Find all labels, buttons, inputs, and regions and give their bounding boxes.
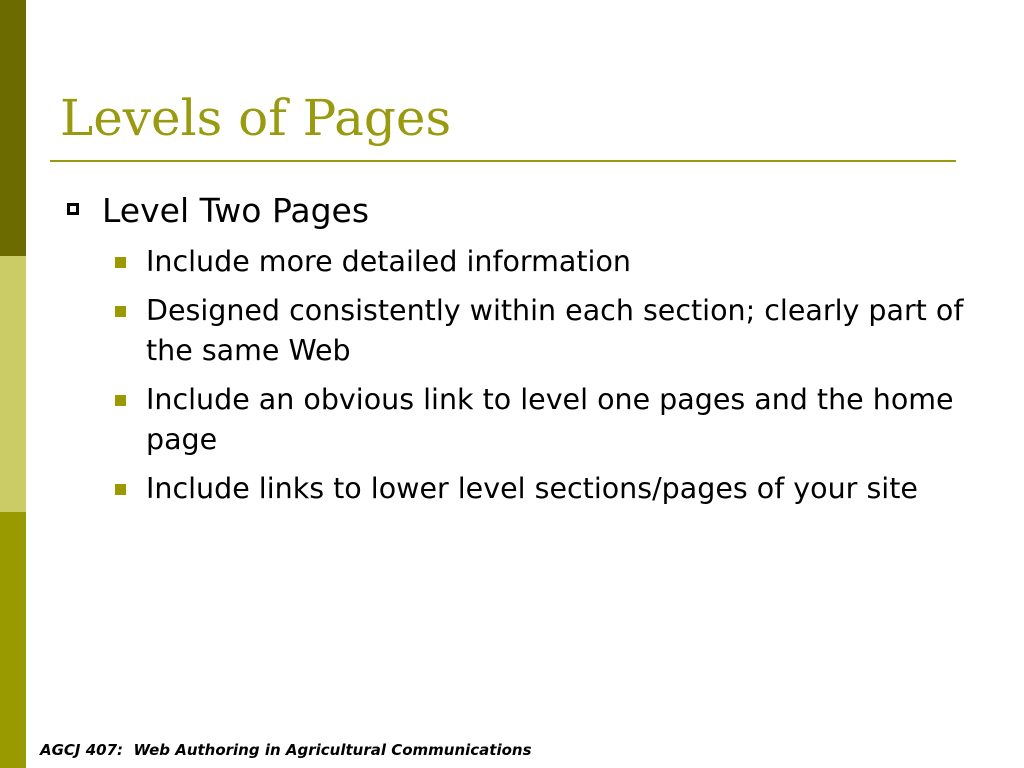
filled-square-bullet-icon <box>115 484 126 495</box>
filled-square-bullet-icon <box>115 306 126 317</box>
sidebar-segment-middle <box>0 256 26 512</box>
sub-bullet-text: Include an obvious link to level one pages and the home page <box>146 383 954 456</box>
sub-bullet-item <box>66 380 966 460</box>
sub-bullet-item <box>66 469 966 509</box>
sidebar-bar <box>0 0 26 768</box>
filled-square-bullet-icon <box>115 257 126 268</box>
sub-bullet-item <box>66 291 966 371</box>
slide-title: Levels of Pages <box>60 89 452 147</box>
filled-square-bullet-icon <box>115 395 126 406</box>
sub-bullet-list <box>66 242 966 509</box>
slide-footer: AGCJ 407: Web Authoring in Agricultural Communications <box>40 741 532 759</box>
title-underline <box>50 160 956 162</box>
sub-bullet-text: Include links to lower level sections/pages of your site <box>146 472 918 505</box>
sidebar-segment-top <box>0 0 26 256</box>
slide-content <box>66 190 966 518</box>
sub-bullet-text: Designed consistently within each section; clearly part of the same Web <box>146 294 964 367</box>
bullet-level-one-text: Level Two Pages <box>102 191 370 230</box>
hollow-square-bullet-icon <box>67 203 79 215</box>
sub-bullet-text: Include more detailed information <box>146 245 631 278</box>
sidebar-segment-bottom <box>0 512 26 768</box>
sub-bullet-item <box>66 242 966 282</box>
bullet-level-one <box>66 190 966 232</box>
